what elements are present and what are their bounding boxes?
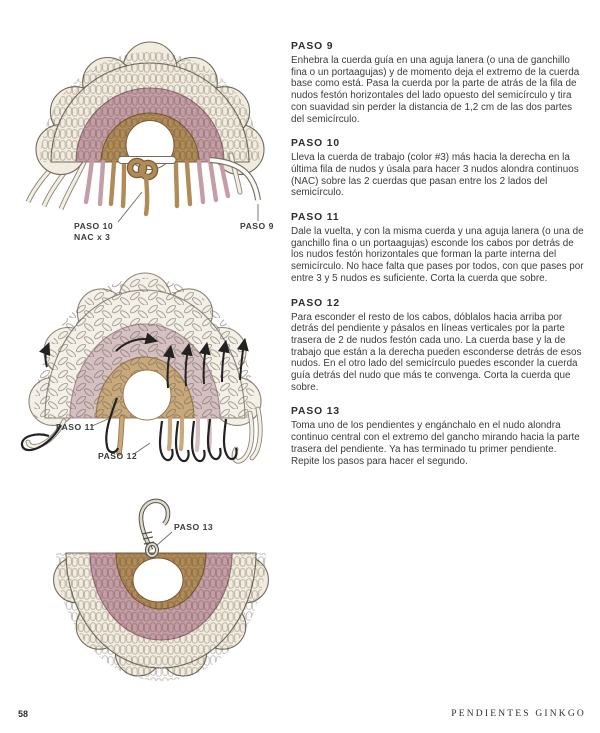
- label-paso12: PASO 12: [98, 451, 138, 461]
- step-body: Dale la vuelta, y con la misma cuerda y una aguja lanera (o una de ganchillo fina o un portaagujas) esconde los cabos por detrás de los nudos festón horizontales que forman la parte interna del semicírculo. No hace falta que pases por todos, con que pases por entre 3 y 5 nudos es suficiente. Corta la cuerda que sobre.: [291, 226, 584, 284]
- label-paso10: PASO 10: [74, 221, 114, 231]
- step-9: [291, 41, 585, 125]
- step-body: Para esconder el resto de los cabos, dóblalos hacia arriba por detrás del pendiente y pásalos en líneas verticales por la parte trasera de 2 de nudos festón cada uno. La cuerda base y la de trabajo que están a la derecha pueden esconderse detrás de esos nudos. En el otro lado del semicírculo puedes esconder la cuerda guía detrás del nudo que más te convenga. Corta la cuerda que sobre.: [291, 311, 582, 393]
- label-nac-x3: NAC x 3: [74, 232, 111, 242]
- page-number: 58: [18, 709, 29, 719]
- figure-back-semicircle: [4, 253, 284, 473]
- step-body: Enhebra la cuerda guía en una aguja lanera (o una de ganchillo fina o un portaagujas) y de momento deja el extremo de la cuerda base como está. Pasa la cuerda por la parte de atrás de la fila de nudos festón horizontales del lado opuesto del semicírculo y tira con suavidad sin perder la distancia de 1,2 cm de las dos partes del semicírculo.: [291, 55, 580, 125]
- step-heading: PASO 13: [291, 406, 341, 418]
- figure-front-semicircle: [6, 18, 286, 248]
- step-13: [291, 406, 585, 467]
- leader-paso13: [156, 532, 172, 546]
- step-heading: PASO 9: [291, 41, 334, 52]
- step-12: [291, 298, 585, 394]
- step-heading: PASO 12: [291, 297, 341, 309]
- label-paso13: PASO 13: [174, 522, 214, 532]
- step-11: [291, 212, 585, 285]
- label-paso11: PASO 11: [56, 422, 95, 432]
- step-heading: PASO 10: [291, 138, 341, 150]
- step-heading: PASO 11: [291, 212, 340, 224]
- step-10: [291, 138, 585, 199]
- step-body: Lleva la cuerda de trabajo (color #3) más hacia la derecha en la última fila de nudos y úsala para hacer 3 nudos alondra continuos (NAC) sobre las 2 cuerdas que pasan entre los 2 lados del semicírculo.: [291, 152, 579, 199]
- label-paso9: PASO 9: [240, 221, 274, 231]
- step-body: Toma uno de los pendientes y engánchalo en el nudo alondra continuo central con el extremo del gancho mirando hacia la parte trasera del pendiente. Ya has terminado tu primer pendiente. Repite los pasos para hacer el segundo.: [291, 420, 580, 467]
- center-hole: [123, 370, 171, 420]
- ear-wire-icon: [141, 501, 168, 556]
- instructions-column: [291, 41, 585, 480]
- figure-finished-earring: [30, 490, 285, 705]
- center-hole: [133, 558, 183, 602]
- running-title: PENDIENTES GINKGO: [451, 709, 586, 719]
